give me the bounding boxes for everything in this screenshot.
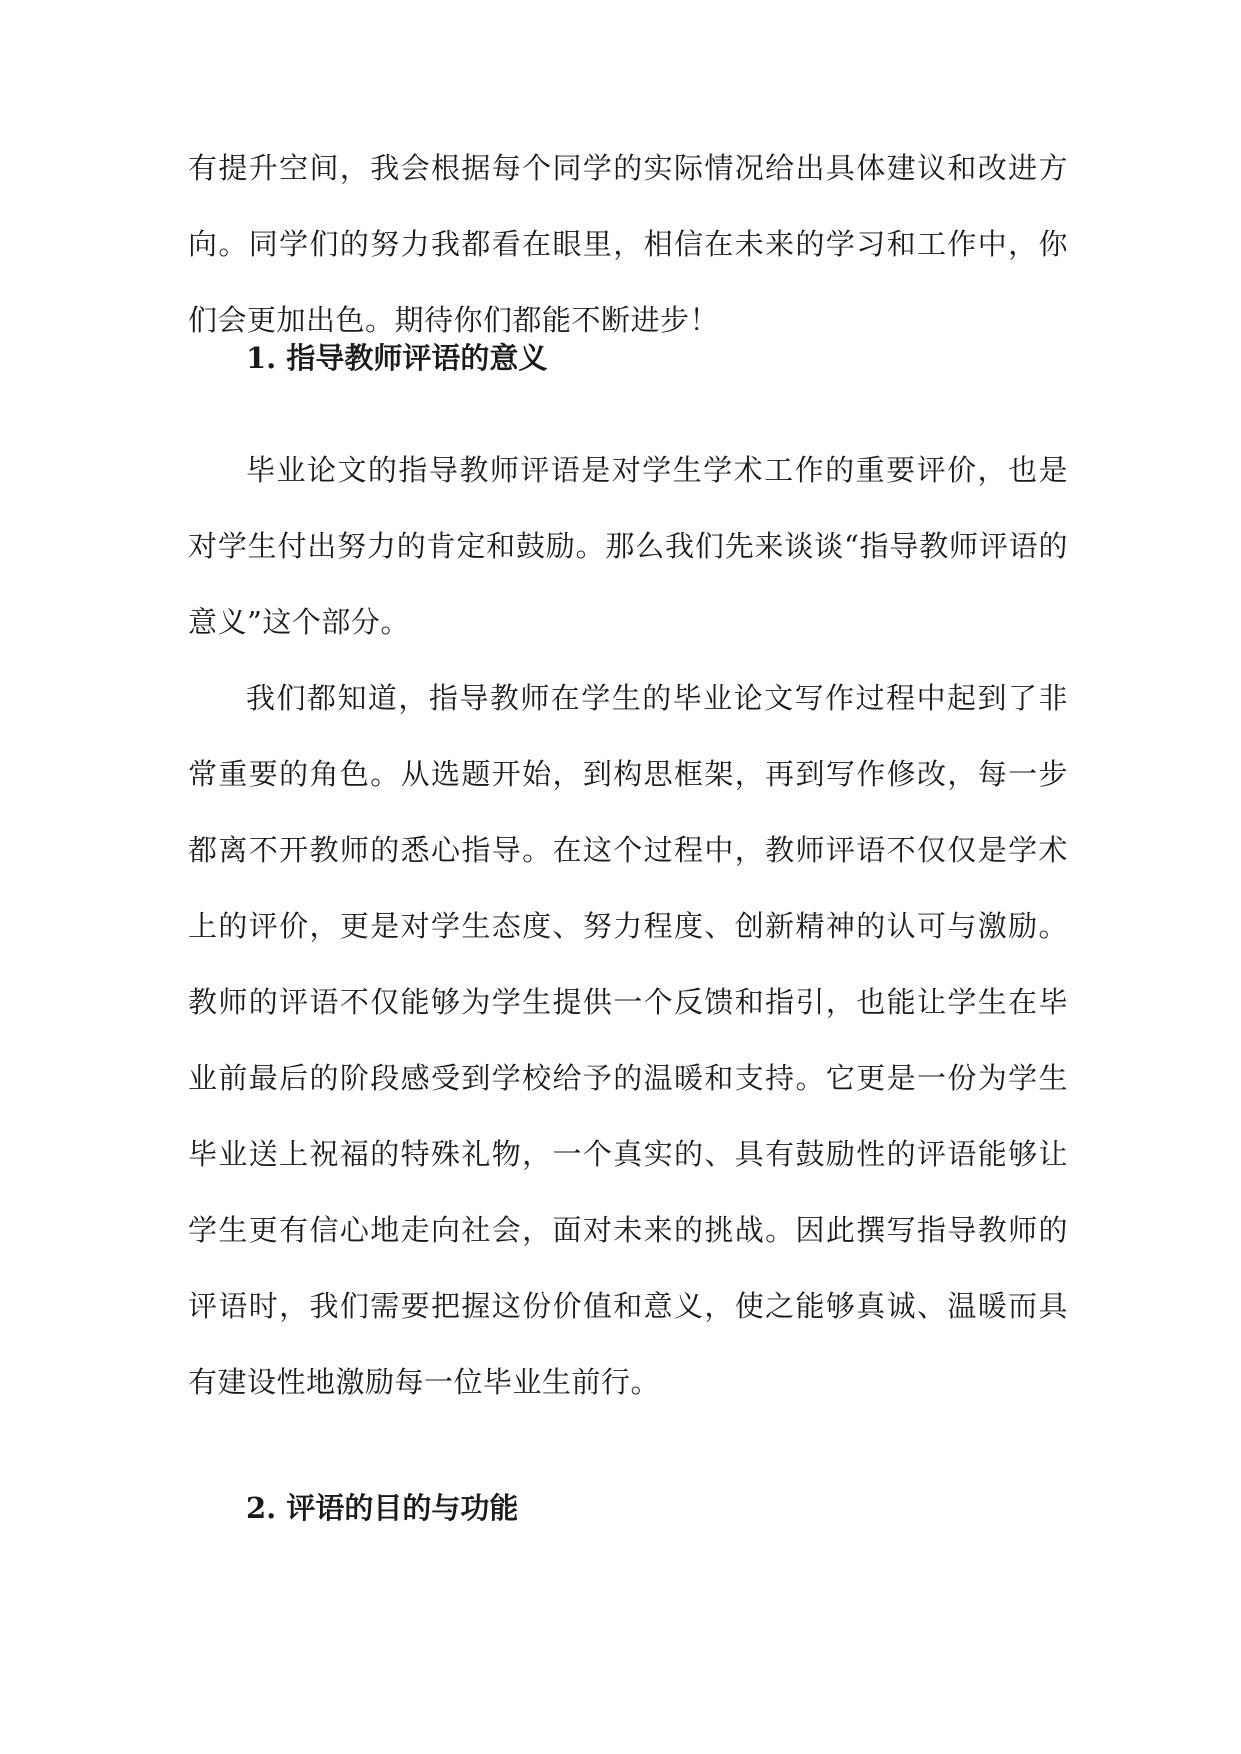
section-1-body — [188, 432, 1068, 1420]
section-1 — [188, 320, 1068, 396]
section-1-heading: 1. 指导教师评语的意义 — [246, 341, 548, 375]
section-1-paragraph-1: 毕业论文的指导教师评语是对学生学术工作的重要评价，也是对学生付出努力的肯定和鼓励。那么我们先来谈谈“指导教师评语的意义”这个部分。 — [188, 453, 1068, 639]
intro-paragraph: 有提升空间，我会根据每个同学的实际情况给出具体建议和改进方向。同学们的努力我都看在眼里，相信在未来的学习和工作中，你们会更加出色。期待你们都能不断进步！ — [188, 151, 1068, 337]
section-2 — [188, 1470, 1068, 1546]
section-1-paragraph-2: 我们都知道，指导教师在学生的毕业论文写作过程中起到了非常重要的角色。从选题开始，到构思框架，再到写作修改，每一步都离不开教师的悉心指导。在这个过程中，教师评语不仅仅是学术上的评价，更是对学生态度、努力程度、创新精神的认可与激励。教师的评语不仅能够为学生提供一个反馈和指引，也能让学生在毕业前最后的阶段感受到学校给予的温暖和支持。它更是一份为学生毕业送上祝福的特殊礼物，一个真实的、具有鼓励性的评语能够让学生更有信心地走向社会，面对未来的挑战。因此撰写指导教师的评语时，我们需要把握这份价值和意义，使之能够真诚、温暖而具有建设性地激励每一位毕业生前行。 — [188, 681, 1068, 1399]
section-2-heading: 2. 评语的目的与功能 — [246, 1491, 519, 1525]
